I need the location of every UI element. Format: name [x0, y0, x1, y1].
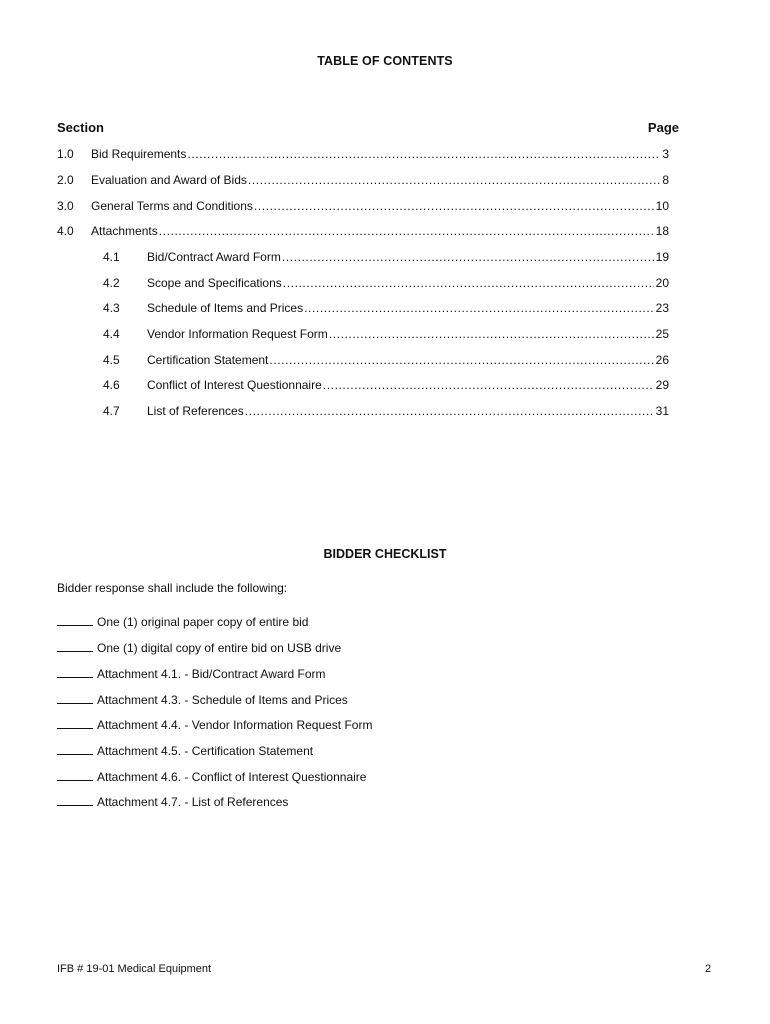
toc-subentry: [103, 352, 669, 368]
toc-subentry-page: 26: [655, 353, 669, 367]
toc-subentry: [103, 377, 669, 393]
checklist-item: [57, 795, 288, 809]
toc-subentry-title: List of References: [147, 404, 244, 418]
toc-subentry-number: 4.5: [103, 353, 120, 367]
toc-entry: [57, 172, 669, 188]
dot-leader: [159, 223, 654, 239]
toc-entry-title: General Terms and Conditions: [91, 199, 253, 213]
toc-title: TABLE OF CONTENTS: [317, 54, 453, 68]
toc-subentry: [103, 403, 669, 419]
toc-entry-number: 1.0: [57, 147, 74, 161]
checklist-item-label: Attachment 4.6. - Conflict of Interest Questionnaire: [97, 770, 367, 784]
toc-entry-number: 3.0: [57, 199, 74, 213]
toc-subentry-page: 23: [655, 301, 669, 315]
toc-entry-page: 10: [655, 199, 669, 213]
checklist-item: [57, 615, 308, 629]
checklist-item-label: One (1) digital copy of entire bid on USB drive: [97, 641, 342, 655]
toc-subentry: [103, 300, 669, 316]
checklist-title: BIDDER CHECKLIST: [323, 547, 447, 561]
toc-subentry-title: Bid/Contract Award Form: [147, 250, 281, 264]
checkmark-blank[interactable]: [57, 718, 93, 729]
toc-subentry: [103, 275, 669, 291]
dot-leader: [329, 326, 654, 342]
toc-entry-number: 2.0: [57, 173, 74, 187]
toc-entry: [57, 146, 669, 162]
toc-entry-page: 18: [655, 224, 669, 238]
toc-subentry-page: 20: [655, 276, 669, 290]
toc-entry: [57, 223, 669, 239]
toc-subentry-title: Schedule of Items and Prices: [147, 301, 304, 315]
toc-subentry-number: 4.6: [103, 378, 120, 392]
checklist-item-label: Attachment 4.1. - Bid/Contract Award Form: [97, 667, 326, 681]
checklist-intro: Bidder response shall include the following:: [57, 581, 288, 595]
toc-subentry: [103, 249, 669, 265]
checklist-item-label: One (1) original paper copy of entire bid: [97, 615, 309, 629]
footer-document-id: IFB # 19-01 Medical Equipment: [57, 963, 212, 975]
toc-entry-title: Bid Requirements: [91, 147, 187, 161]
toc-subentry-number: 4.4: [103, 327, 120, 341]
toc-entry-page: 3: [662, 147, 669, 161]
toc-subentry-page: 19: [655, 250, 669, 264]
checkmark-blank[interactable]: [57, 795, 93, 806]
section-column-header: Section: [57, 120, 104, 135]
dot-leader: [187, 146, 660, 162]
checkmark-blank[interactable]: [57, 615, 93, 626]
checklist-item-label: Attachment 4.5. - Certification Statement: [97, 744, 314, 758]
dot-leader: [248, 172, 660, 188]
dot-leader: [323, 377, 654, 393]
page-column-header: Page: [647, 120, 679, 135]
dot-leader: [282, 249, 654, 265]
toc-subentry-title: Certification Statement: [147, 353, 269, 367]
checklist-item: [57, 744, 313, 758]
toc-entry-title: Attachments: [91, 224, 158, 238]
checklist-item-label: Attachment 4.7. - List of References: [97, 795, 289, 809]
toc-subentry-page: 25: [655, 327, 669, 341]
footer-page-number: 2: [705, 963, 712, 975]
toc-subentry-title: Scope and Specifications: [147, 276, 282, 290]
toc-subentry-number: 4.2: [103, 276, 120, 290]
checkmark-blank[interactable]: [57, 693, 93, 704]
toc-entry-title: Evaluation and Award of Bids: [91, 173, 247, 187]
dot-leader: [304, 300, 654, 316]
toc-entry-page: 8: [662, 173, 669, 187]
checkmark-blank[interactable]: [57, 641, 93, 652]
dot-leader: [283, 275, 654, 291]
checklist-item: [57, 641, 341, 655]
toc-subentry-number: 4.3: [103, 301, 120, 315]
toc-subentry-page: 29: [655, 378, 669, 392]
toc-entry-number: 4.0: [57, 224, 74, 238]
checklist-item-label: Attachment 4.3. - Schedule of Items and Prices: [97, 693, 348, 707]
dot-leader: [269, 352, 653, 368]
toc-subentry-title: Conflict of Interest Questionnaire: [147, 378, 322, 392]
checkmark-blank[interactable]: [57, 770, 93, 781]
checklist-item: [57, 693, 348, 707]
toc-subentry: [103, 326, 669, 342]
toc-subentry-number: 4.1: [103, 250, 120, 264]
toc-subentry-title: Vendor Information Request Form: [147, 327, 328, 341]
checkmark-blank[interactable]: [57, 744, 93, 755]
checklist-item: [57, 770, 366, 784]
checklist-item-label: Attachment 4.4. - Vendor Information Request Form: [97, 718, 373, 732]
checklist-item: [57, 718, 372, 732]
checkmark-blank[interactable]: [57, 667, 93, 678]
checklist-item: [57, 667, 326, 681]
toc-subentry-page: 31: [655, 404, 669, 418]
dot-leader: [245, 403, 654, 419]
dot-leader: [254, 198, 654, 214]
toc-entry: [57, 198, 669, 214]
toc-subentry-number: 4.7: [103, 404, 120, 418]
